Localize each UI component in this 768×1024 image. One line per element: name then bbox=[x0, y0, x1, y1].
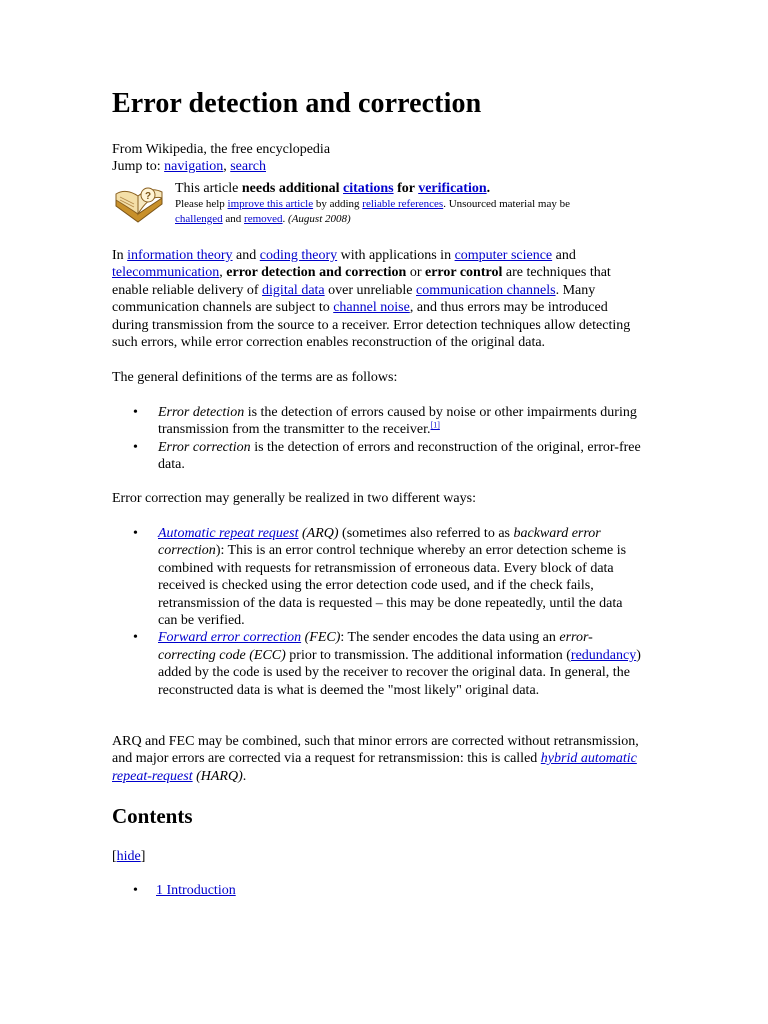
automatic-repeat-request-link[interactable]: Automatic repeat request bbox=[158, 526, 299, 541]
ways-intro: Error correction may generally be realized in two different ways: bbox=[112, 491, 476, 506]
page-title: Error detection and correction bbox=[112, 88, 482, 119]
jump-search-link[interactable]: search bbox=[230, 159, 266, 174]
ways-text: ): This is an error control technique whereby an error detection scheme is combined with requests for retransmission of erroneous data. Every block of data received is checked using the error detection code used, and if the check fails, retransmission of the data is requested – this may be done repeatedly, until the data can be verified. bbox=[158, 543, 627, 629]
notice-sub-text: . Unsourced material may be bbox=[443, 198, 570, 210]
toc-introduction-link[interactable]: 1 Introduction bbox=[156, 883, 236, 898]
computer-science-link[interactable]: computer science bbox=[454, 248, 553, 263]
redundancy-link[interactable]: redundancy bbox=[570, 647, 637, 663]
information-theory-link[interactable]: information theory bbox=[127, 248, 233, 263]
ways-italic: backward error correction bbox=[158, 526, 601, 559]
hide-link[interactable]: hide bbox=[116, 849, 141, 864]
intro-bold-term: error detection and correction bbox=[226, 265, 407, 281]
notice-text: This article bbox=[175, 181, 242, 196]
intro-text: , and thus errors may be introduced during transmission from the source to a receiver. Error detection techniques allow detecting such errors, while error correction enables reconstruction of the original data. bbox=[112, 300, 631, 351]
bracket: ] bbox=[140, 849, 146, 864]
jump-prefix: Jump to: bbox=[112, 159, 165, 174]
intro-text: are techniques that enable reliable delivery of bbox=[112, 265, 611, 298]
intro-text: , bbox=[219, 265, 227, 281]
ways-list bbox=[112, 525, 642, 699]
definitions-list bbox=[112, 404, 642, 474]
list-item bbox=[112, 404, 642, 439]
coding-theory-link[interactable]: coding theory bbox=[259, 248, 338, 263]
ways-abbr: (FEC) bbox=[301, 630, 341, 646]
intro-bold-term: error control bbox=[424, 265, 503, 281]
notice-bold: . bbox=[486, 181, 491, 196]
jump-navigation-link[interactable]: navigation bbox=[164, 159, 224, 174]
hybrid-arq-link[interactable]: hybrid automatic repeat-request bbox=[112, 751, 637, 784]
intro-paragraph bbox=[112, 247, 642, 351]
book-question-icon bbox=[112, 184, 166, 224]
ways-text: (sometimes also referred to as bbox=[338, 526, 514, 541]
citations-link[interactable]: citations bbox=[343, 181, 394, 196]
list-item bbox=[112, 525, 642, 629]
reference-link[interactable]: [1] bbox=[430, 420, 440, 430]
site-tagline: From Wikipedia, the free encyclopedia bbox=[112, 142, 331, 157]
combo-text: . bbox=[242, 768, 247, 784]
notice-date: (August 2008) bbox=[288, 213, 351, 225]
notice-sub-text: Please help bbox=[175, 198, 228, 210]
intro-text: over unreliable bbox=[324, 282, 416, 298]
communication-channels-link[interactable]: communication channels bbox=[416, 282, 556, 298]
jump-separator: , bbox=[223, 159, 231, 174]
combo-paragraph bbox=[112, 733, 642, 785]
list-item bbox=[112, 629, 642, 699]
improve-article-link[interactable]: improve this article bbox=[227, 198, 314, 210]
definition-term: Error correction bbox=[158, 439, 251, 455]
intro-text: and bbox=[552, 248, 576, 263]
contents-list bbox=[112, 882, 642, 899]
telecommunication-link[interactable]: telecommunication bbox=[112, 265, 220, 281]
definitions-intro: The general definitions of the terms are as follows: bbox=[112, 370, 398, 385]
forward-error-correction-link[interactable]: Forward error correction bbox=[158, 630, 302, 646]
notice-sub bbox=[175, 197, 645, 227]
ways-italic: error-correcting code (ECC) bbox=[158, 630, 593, 663]
intro-text: with applications in bbox=[337, 248, 455, 263]
reliable-references-link[interactable]: reliable references bbox=[362, 198, 444, 210]
notice-bold: needs additional bbox=[241, 181, 344, 196]
list-item bbox=[112, 439, 642, 474]
notice-bold: for bbox=[393, 181, 419, 196]
removed-link[interactable]: removed bbox=[244, 213, 283, 225]
combo-text: ARQ and FEC may be combined, such that minor errors are corrected without retransmission, and major errors are corrected via a request for retransmission: this is called bbox=[112, 734, 639, 767]
contents-heading: Contents bbox=[112, 804, 193, 828]
intro-text: In bbox=[112, 248, 128, 263]
verification-link[interactable]: verification bbox=[418, 181, 487, 196]
digital-data-link[interactable]: digital data bbox=[262, 282, 325, 298]
ways-text: ) added by the code is used by the receiver to recover the original data. In general, the reconstructed data is what is deemed the "most likely" original data. bbox=[158, 647, 641, 698]
notice-sub-text: . bbox=[282, 213, 289, 225]
definition-text: is the detection of errors and reconstruction of the original, error-free data. bbox=[158, 439, 641, 473]
bracket: [ bbox=[112, 849, 117, 864]
citation-notice bbox=[175, 180, 645, 227]
ways-text: prior to transmission. The additional information ( bbox=[285, 647, 571, 663]
definition-term: Error detection bbox=[158, 405, 245, 420]
intro-text: and bbox=[232, 248, 260, 263]
contents-toggle bbox=[112, 848, 145, 865]
channel-noise-link[interactable]: channel noise bbox=[333, 300, 410, 316]
notice-sub-text: and bbox=[222, 213, 245, 225]
intro-text: . Many communication channels are subject to bbox=[112, 282, 596, 316]
notice-sub-text: by adding bbox=[313, 198, 363, 210]
intro-text: or bbox=[406, 265, 425, 281]
notice-main bbox=[175, 180, 645, 197]
list-item bbox=[112, 882, 642, 899]
ways-abbr: (ARQ) bbox=[298, 526, 339, 541]
svg-text:?: ? bbox=[145, 191, 152, 202]
challenged-link[interactable]: challenged bbox=[175, 213, 223, 225]
jump-links bbox=[112, 158, 266, 175]
combo-italic: (HARQ) bbox=[196, 768, 243, 784]
definition-text: is the detection of errors caused by noise or other impairments during transmission from the transmitter to the receiver. bbox=[158, 405, 637, 438]
ways-text: : The sender encodes the data using an bbox=[340, 630, 560, 646]
